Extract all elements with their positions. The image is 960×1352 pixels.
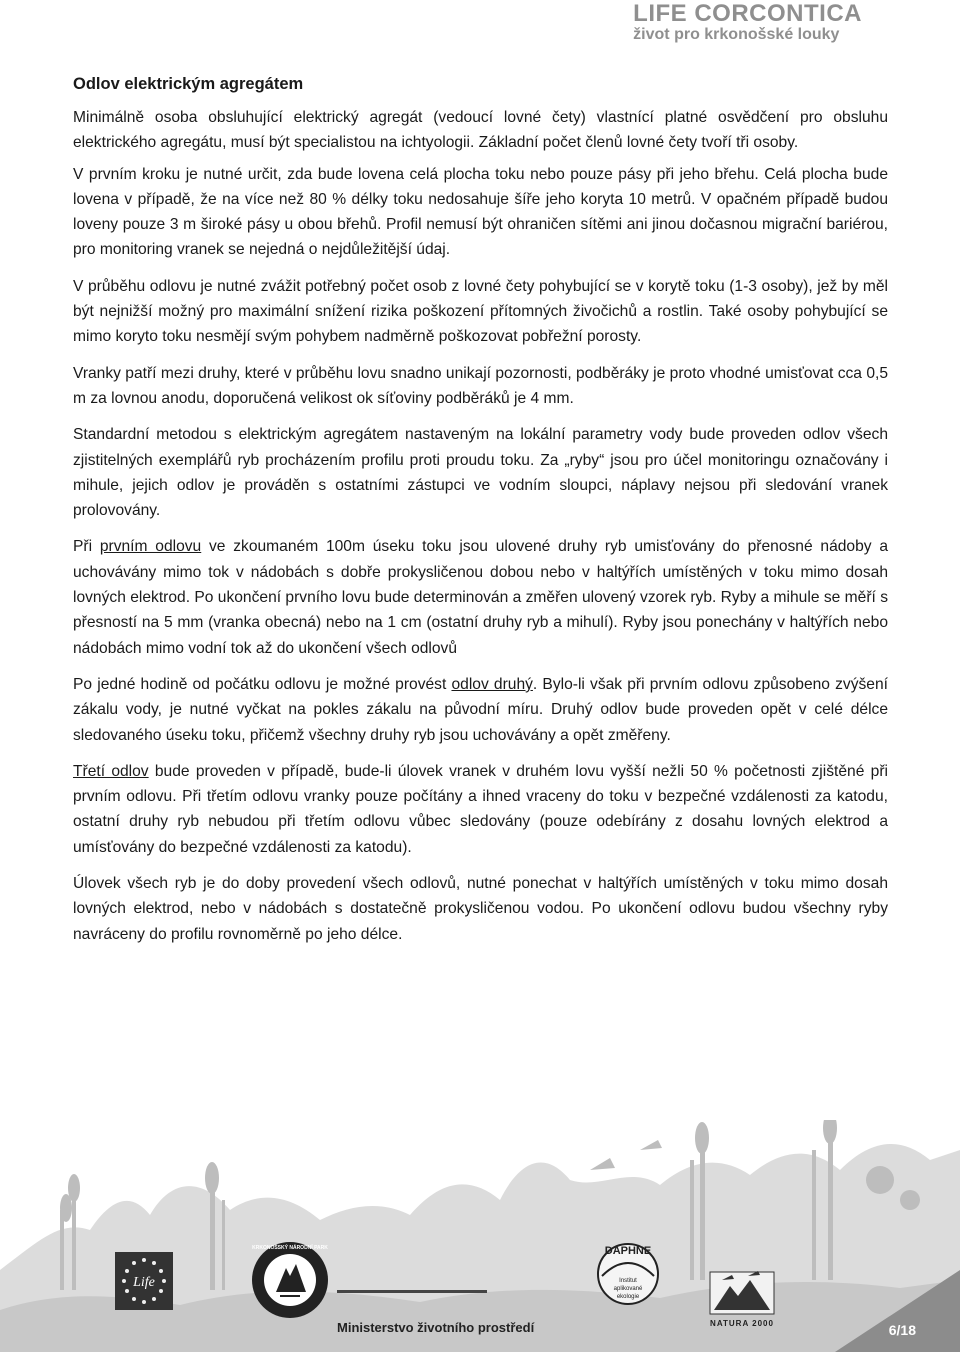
paragraph-8-post: bude proveden v případě, bude-li úlovek vranek v druhém lovu vyšší nežli 50 % početnosti zjištěné při prvním odlovu. Při třetím odlovu vranky pouze počítány a ihned vraceny do toku v bezpečné vzdálenosti za katodu, ostatní druhy ryb nebudou při třetím odlovu vůbec sledovány (pouze odebírány z dosahu lovných elektrod a umísťovány do bezpečné vzdálenosti za katodu). xyxy=(73,762,888,856)
life-text: Life xyxy=(133,1275,155,1290)
section-title: Odlov elektrickým agregátem xyxy=(73,75,304,93)
paragraph-4: Vranky patří mezi druhy, které v průběhu lovu snadno unikají pozornosti, podběráky je proto vhodné umisťovat cca 0,5 m za lovnou anodu, doporučená velikost ok síťoviny podběráků je 4 mm. xyxy=(73,364,888,407)
footer-landscape xyxy=(0,1120,960,1352)
eu-life-logo xyxy=(115,1252,173,1310)
paragraph-8 xyxy=(73,759,888,860)
paragraph-6 xyxy=(73,534,888,660)
third-catch-term: Třetí odlov xyxy=(73,762,149,780)
daphne-sub3: ekologie xyxy=(616,1294,640,1300)
paragraph-6-pre: Při xyxy=(73,538,100,556)
paragraph-7-post: . Bylo-li však při prvním odlovu způsobeno zvýšení zákalu vody, je nutné vyčkat na pokles zákalu na původní míru. Druhý odlov bude proveden opět v celé délce sledovaného úseku toku, přičemž všechny druhy ryb jsou uchovávány a opět změřeny. xyxy=(73,675,888,744)
document-body xyxy=(73,72,888,958)
second-catch-term: odlov druhý xyxy=(451,675,533,693)
brand-subtitle: život pro krkonošské louky xyxy=(633,26,840,43)
natura-text: NATURA 2000 xyxy=(710,1319,774,1328)
paragraph-5: Standardní metodou s elektrickým agregátem nastaveným na lokální parametry vody bude proveden odlov všech zjistitelných exemplářů ryb procházením profilu proti proudu toku. Za „ryby“ jsou pro účel monitoringu označovány i mihule, jejich odlov je prováděn s ostatními zástupci ve vodním sloupci, náplavy nejsou při sledování vranek prolovovány. xyxy=(73,426,888,520)
krnap-logo xyxy=(250,1240,330,1320)
brand-title: LIFE CORCONTICA xyxy=(633,0,862,27)
ministry-label: Ministerstvo životního prostředí xyxy=(337,1320,535,1335)
natura-2000-logo xyxy=(702,1262,782,1332)
landscape-silhouette xyxy=(0,1120,960,1352)
page-number: 6/18 xyxy=(888,1322,916,1338)
daphne-sub1: Institut xyxy=(619,1278,637,1284)
paragraph-7-pre: Po jedné hodině od počátku odlovu je možné provést xyxy=(73,675,452,693)
daphne-text: DAPHNE xyxy=(604,1245,652,1257)
brand-logo xyxy=(633,2,862,44)
first-catch-term: prvním odlovu xyxy=(99,538,202,556)
paragraph-1: Minimálně osoba obsluhující elektrický agregát (vedoucí lovné čety) vlastnící platné osvědčení pro obsluhu elektrického agregátu, musí být specialistou na ichtyologii. Základní počet členů lovné čety tvoří tři osoby. xyxy=(73,109,888,152)
paragraph-7 xyxy=(73,672,888,748)
daphne-sub2: aplikované xyxy=(613,1286,643,1292)
paragraph-2: V prvním kroku je nutné určit, zda bude lovena celá plocha toku nebo pouze pásy při jeho břehu. Celá plocha bude lovena v případě, že na více než 80 % délky toku nedosahuje šíře jeho koryta 10 metrů. V opačném případě budou loveny pouze 3 m široké pásy u obou břehů. Profil nemusí být ohraničen sítěmi ani jinou dočasnou migrační bariérou, pro monitoring vranek se nejedná o nejdůležitější údaj. xyxy=(73,165,888,259)
paragraph-6-post: ve zkoumaném 100m úseku toku jsou ulovené druhy ryb umisťovány do přenosné nádoby a uchovávány mimo tok v nádobách s dobře prokysličenou dobou nebo v haltýřích umístěných v toku mimo dosah lovných elektrod. Po ukončení prvního lovu bude determinován a změřen ulovený vzorek ryb. Ryby a mihule se měří s přesností na 5 mm (vranka obecná) nebo na 1 cm (ostatní druhy ryb a mihulí). Ryby jsou ponechány v haltýřích nebo nádobách mimo vodní tok až do ukončení všech odlovů xyxy=(73,538,889,657)
ministry-emblem xyxy=(337,1290,487,1302)
krnap-text: KRKONOŠSKÝ NÁRODNÍ PARK xyxy=(252,1245,328,1251)
paragraph-3: V průběhu odlovu je nutné zvážit potřebný počet osob z lovné čety pohybující se v korytě toku (1-3 osoby), jež by měl být nejnižší možný pro maximální snížení rizika poškození přítomných živočichů a rostlin. Také osoby pohybující se mimo koryto toku nesmějí svým pohybem nadměrně poškozovat pobřežní porosty. xyxy=(73,277,888,346)
paragraph-9: Úlovek všech ryb je do doby provedení všech odlovů, nutné ponechat v haltýřích umístěných v toku mimo dosah lovných elektrod, nebo v nádobách s dostatečně prokysličenou vodou. Po ukončení odlovu budou všechny ryby navráceny do profilu rovnoměrně po jeho délce. xyxy=(73,875,888,943)
daphne-logo xyxy=(592,1236,664,1308)
